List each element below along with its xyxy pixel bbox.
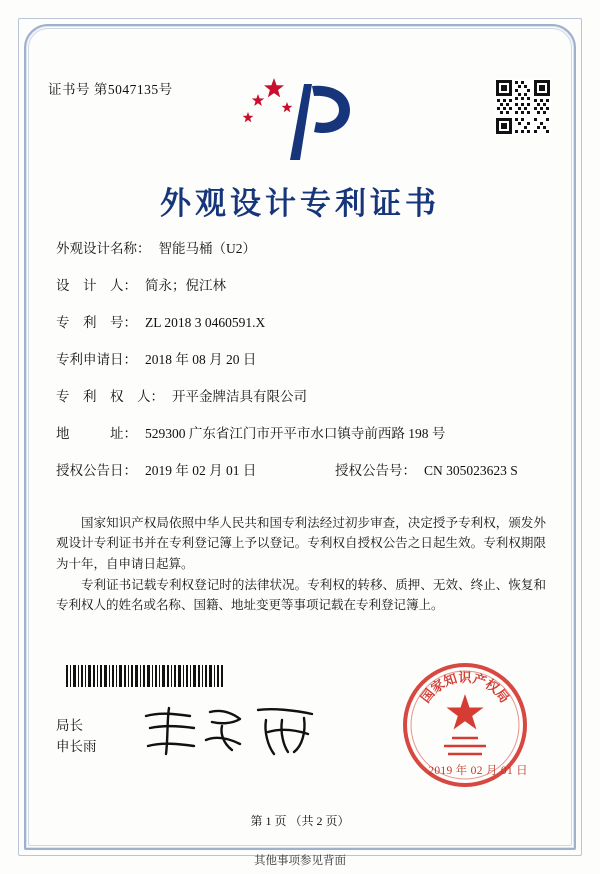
barcode <box>66 665 224 687</box>
field-value: 529300 广东省江门市开平市水口镇寺前西路 198 号 <box>145 426 446 442</box>
director-name-label: 申长雨 <box>56 738 97 754</box>
field-label: 专 利 号： <box>56 315 137 331</box>
paragraph-2: 专利证书记载专利权登记时的法律状况。专利权的转移、质押、无效、终止、恢复和专利权人的姓名或名称、国籍、地址变更等事项记载在专利登记簿上。 <box>56 577 546 612</box>
cnipa-emblem <box>238 72 362 164</box>
field-label-secondary: 授权公告号： <box>335 463 416 479</box>
field-patentee <box>56 388 544 406</box>
field-value: 2019 年 02 月 01 日 <box>145 463 257 479</box>
field-label: 地 址： <box>56 426 137 442</box>
paragraph-1: 国家知识产权局依照中华人民共和国专利法经过初步审查，决定授予专利权，颁发外观设计专利证书并在专利登记簿上予以登记。专利权自授权公告之日起生效。专利权期限为十年，自申请日起算。 <box>56 516 546 571</box>
qr-code <box>494 78 552 136</box>
field-application-date <box>56 351 544 369</box>
field-value: 简永；倪江林 <box>145 278 226 294</box>
field-grant-announcement <box>56 462 544 480</box>
svg-text:权: 权 <box>482 677 502 697</box>
field-label: 设 计 人： <box>56 278 137 294</box>
signature-block <box>56 716 97 758</box>
svg-text:识: 识 <box>458 671 472 686</box>
field-value: ZL 2018 3 0460591.X <box>145 315 266 331</box>
field-label: 专利申请日： <box>56 352 137 368</box>
legal-text <box>56 513 546 616</box>
svg-text:知: 知 <box>442 671 460 690</box>
svg-text:局: 局 <box>491 686 512 707</box>
svg-text:国: 国 <box>418 686 439 707</box>
certificate-number: 证书号 第5047135号 <box>48 82 173 97</box>
handwritten-signature <box>136 700 336 760</box>
back-note: 其他事项参见背面 <box>254 855 346 867</box>
field-value: 2018 年 08 月 20 日 <box>145 352 257 368</box>
field-label: 专 利 权 人： <box>56 389 164 405</box>
page-title: 外观设计专利证书 <box>160 186 440 222</box>
field-address <box>56 425 544 443</box>
director-title-label: 局长 <box>56 718 83 733</box>
field-label: 授权公告日： <box>56 463 137 479</box>
field-designer <box>56 277 544 295</box>
field-value: 智能马桶（U2） <box>158 241 256 256</box>
field-value: 开平金牌洁具有限公司 <box>172 389 307 405</box>
field-list <box>56 240 544 499</box>
svg-text:家: 家 <box>428 677 448 697</box>
field-value-secondary: CN 305023623 S <box>424 463 518 479</box>
field-design-name <box>56 240 544 258</box>
seal-date: 2019 年 02 月 01 日 <box>428 765 528 777</box>
page-number: 第 1 页 （共 2 页） <box>250 814 350 828</box>
field-patent-number <box>56 314 544 332</box>
field-label: 外观设计名称： <box>56 241 151 256</box>
svg-text:产: 产 <box>470 671 488 690</box>
